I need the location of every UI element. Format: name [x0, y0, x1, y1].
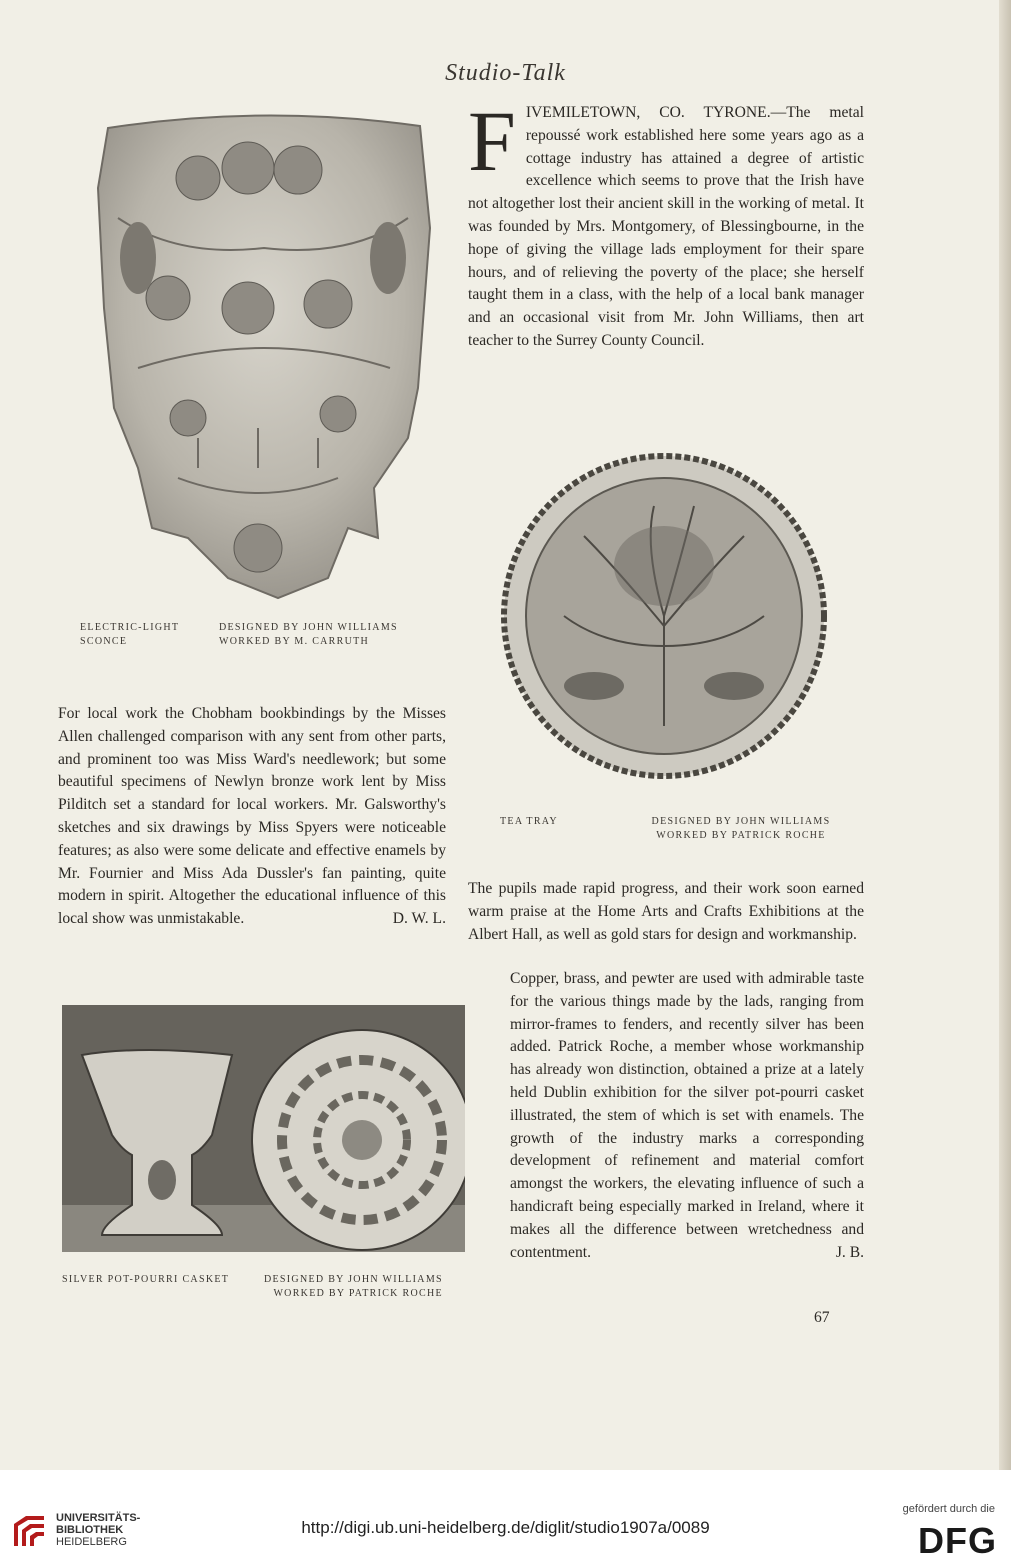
sconce-caption-title: ELECTRIC-LIGHT SCONCE [80, 622, 180, 647]
page-number: 67 [814, 1309, 830, 1326]
tray-caption-credit: DESIGNED BY JOHN WILLIAMS WORKED BY PATRICK ROCHE [651, 816, 831, 841]
right-column-text-2: Copper, brass, and pewter are used with admirable taste for the various things made by the lads, ranging from mirror-frames to fenders, and recently silver has been added. Patrick Roche, a member whose workmanship has already won distinction, obtained a prize at a lately held Dublin exhibition for the silver pot-pourri casket illustrated, the stem of which is set with enamels. The growth of the industry marks a corresponding development of refinement and material comfort amongst the workers, the elevating influence of such a handicraft being especially marked in Ireland, where it makes all the difference between wretchedness and contentment. [510, 970, 864, 1261]
right-signature: J. B. [835, 1243, 864, 1261]
right-column-paragraph-1 [468, 878, 864, 946]
left-column-paragraph [58, 703, 446, 931]
dfg-logo: DFG [918, 1520, 997, 1561]
tea-tray-illustration [494, 446, 834, 786]
casket-caption-title: SILVER POT-POURRI CASKET [62, 1274, 230, 1285]
left-column-text: For local work the Chobham bookbindings by the Misses Allen challenged comparison with any sent from other parts, and prominent too was Miss Ward's needlework; but some beautiful specimens of Newlyn bronze work lent by Miss Pilditch set a standard for local workers. Mr. Galsworthy's sketches and six drawings by Miss Spyers were noticeable features; as also were some delicate and effective enamels by Mr. Fournier and Miss Ada Dussler's fan painting, quite modern in spirit. Altogether the educational influence of this local show was unmistakable. [58, 705, 446, 928]
left-signature: D. W. L. [392, 910, 446, 928]
drop-cap: F [468, 93, 516, 189]
page-edge [999, 0, 1011, 1470]
digital-library-url[interactable]: http://digi.ub.uni-heidelberg.de/diglit/studio1907a/0089 [301, 1518, 710, 1537]
funded-by-label: gefördert durch die [902, 1503, 995, 1515]
intro-paragraph [468, 93, 864, 353]
footer-bar [0, 1470, 1011, 1563]
intro-first-words: IVEMILETOWN, CO. TYRONE. [525, 104, 771, 121]
tray-caption-title: TEA TRAY [500, 816, 558, 827]
casket-caption-credit: DESIGNED BY JOHN WILLIAMS WORKED BY PATRICK ROCHE [264, 1274, 443, 1299]
right-column-text-1: The pupils made rapid progress, and their work soon earned warm praise at the Home Arts and Crafts Exhibitions at the Albert Hall, as well as gold stars for design and workmanship. [468, 880, 864, 943]
casket-illustration [62, 1005, 465, 1252]
sconce-caption-credit: DESIGNED BY JOHN WILLIAMS WORKED BY M. CARRUTH [219, 622, 398, 647]
intro-text: —The metal repoussé work established here some years ago as a cottage industry has attained a degree of artistic excellence which seems to prove that the Irish have not altogether lost their ancient skill in the working of metal. It was founded by Mrs. Montgomery, of Blessingbourne, in the hope of giving the village lads employment for their spare hours, and of relieving the poverty of the place; she herself taught them in a class, with the help of a local bank manager and an occasional visit from Mr. John Williams, then art teacher to the Surrey County Council. [468, 104, 864, 349]
sconce-illustration [78, 108, 450, 606]
right-column-paragraph-2 [510, 968, 864, 1264]
library-name: UNIVERSITÄTS- BIBLIOTHEK HEIDELBERG [56, 1512, 141, 1548]
running-head: Studio-Talk [445, 60, 566, 86]
